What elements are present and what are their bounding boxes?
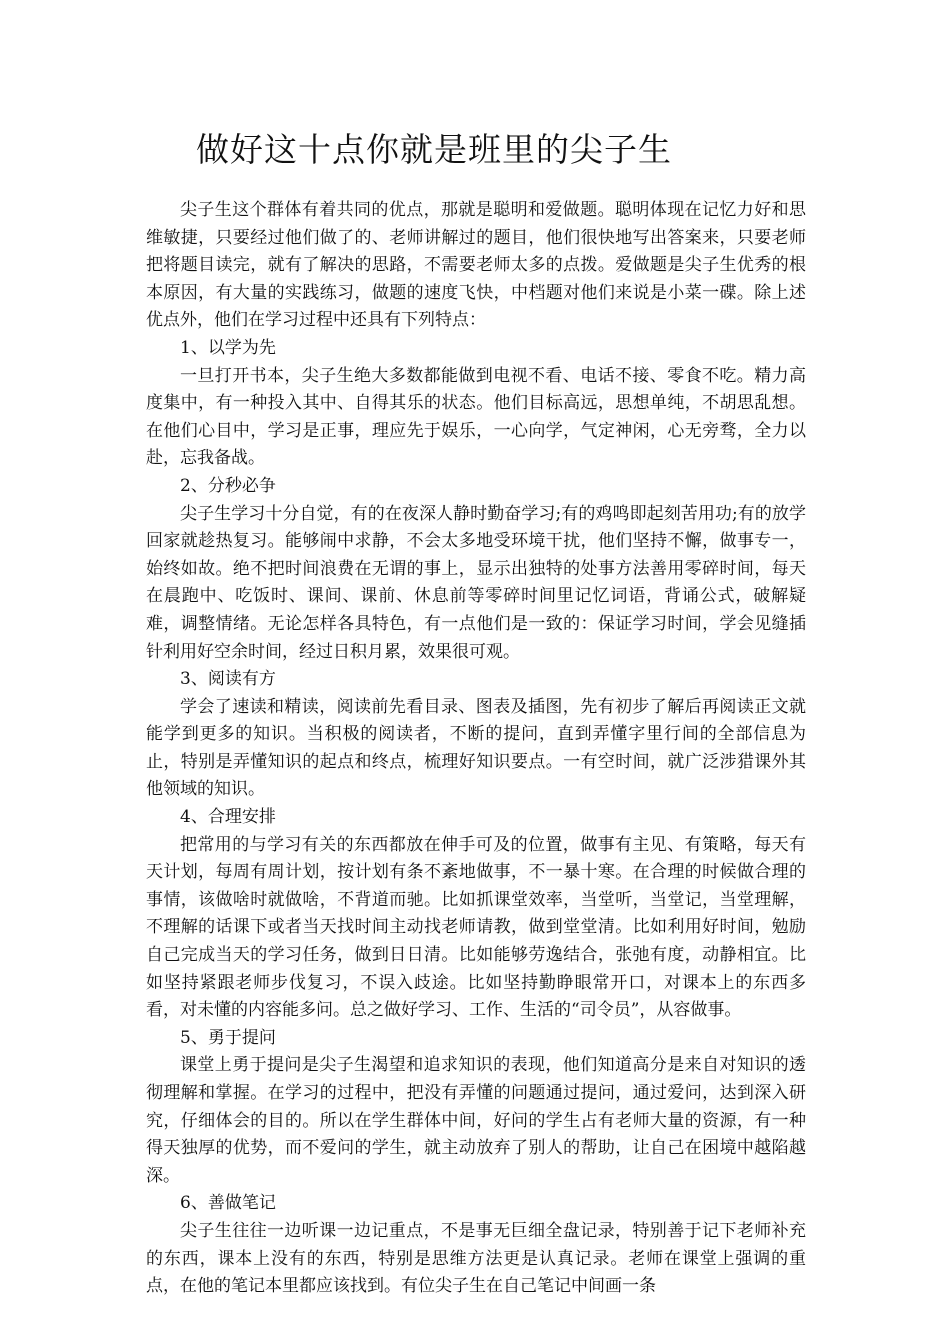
section-heading: 3、阅读有方: [180, 669, 276, 690]
section-paragraph: 把常用的与学习有关的东西都放在伸手可及的位置，做事有主见、有策略，每天有天计划，每周有周计划，按计划有条不紊地做事，不一暴十寒。在合理的时候做合理的事情，该做啥时就做啥，不背道而驰。比如抓课堂效率，当堂听，当堂记，当堂理解，不理解的话课下或者当天找时间主动找老师请教，做到堂堂清。比如利用好时间，勉励自己完成当天的学习任务，做到日日清。比如能够劳逸结合，张弛有度，动静相宜。比如坚持紧跟老师步伐复习，不误入歧途。比如坚持勤睁眼常开口，对课本上的东西多看，对未懂的内容能多问。总之做好学习、工作、生活的“司令员”，从容做事。: [146, 834, 806, 1021]
section-heading: 1、以学为先: [180, 337, 276, 358]
section-heading: 2、分秒必争: [180, 475, 276, 496]
section-heading: 4、合理安排: [180, 807, 276, 828]
section-paragraph: 课堂上勇于提问是尖子生渴望和追求知识的表现，他们知道高分是来自对知识的透彻理解和掌握。在学习的过程中，把没有弄懂的问题通过提问，通过爱问，达到深入研究，仔细体会的目的。所以在学生群体中间，好问的学生占有老师大量的资源，有一种得天独厚的优势，而不爱问的学生，就主动放弃了别人的帮助，让自己在困境中越陷越深。: [146, 1055, 806, 1186]
page-title: 做好这十点你就是班里的尖子生: [196, 130, 672, 169]
document-body: [146, 197, 806, 1301]
section-heading: 5、勇于提问: [180, 1027, 276, 1048]
section-paragraph: 尖子生学习十分自觉，有的在夜深人静时勤奋学习;有的鸡鸣即起刻苦用功;有的放学回家就趁热复习。能够闹中求静，不会太多地受环境干扰，他们坚持不懈，做事专一，始终如故。绝不把时间浪费在无谓的事上，显示出独特的处事方法善用零碎时间，每天在晨跑中、吃饭时、课间、课前、休息前等零碎时间里记忆词语，背诵公式，破解疑难，调整情绪。无论怎样各具特色，有一点他们是一致的：保证学习时间，学会见缝插针利用好空余时间，经过日积月累，效果很可观。: [146, 503, 806, 662]
section-paragraph: 尖子生往往一边听课一边记重点，不是事无巨细全盘记录，特别善于记下老师补充的东西，课本上没有的东西，特别是思维方法更是认真记录。老师在课堂上强调的重点，在他的笔记本里都应该找到。有位尖子生在自己笔记中间画一条: [146, 1220, 806, 1297]
section-paragraph: 学会了速读和精读，阅读前先看目录、图表及插图，先有初步了解后再阅读正文就能学到更多的知识。当积极的阅读者，不断的提问，直到弄懂字里行间的全部信息为止，特别是弄懂知识的起点和终点，梳理好知识要点。一有空时间，就广泛涉猎课外其他领域的知识。: [146, 696, 806, 800]
intro-paragraph: 尖子生这个群体有着共同的优点，那就是聪明和爱做题。聪明体现在记忆力好和思维敏捷，只要经过他们做了的、老师讲解过的题目，他们很快地写出答案来，只要老师把将题目读完，就有了解决的思路，不需要老师太多的点拨。爱做题是尖子生优秀的根本原因，有大量的实践练习，做题的速度飞快，中档题对他们来说是小菜一碟。除上述优点外，他们在学习过程中还具有下列特点：: [146, 200, 806, 331]
section-heading: 6、善做笔记: [180, 1193, 276, 1214]
section-paragraph: 一旦打开书本，尖子生绝大多数都能做到电视不看、电话不接、零食不吃。精力高度集中，有一种投入其中、自得其乐的状态。他们目标高远，思想单纯，不胡思乱想。在他们心目中，学习是正事，理应先于娱乐，一心向学，气定神闲，心无旁骛，全力以赴，忘我备战。: [146, 365, 806, 469]
